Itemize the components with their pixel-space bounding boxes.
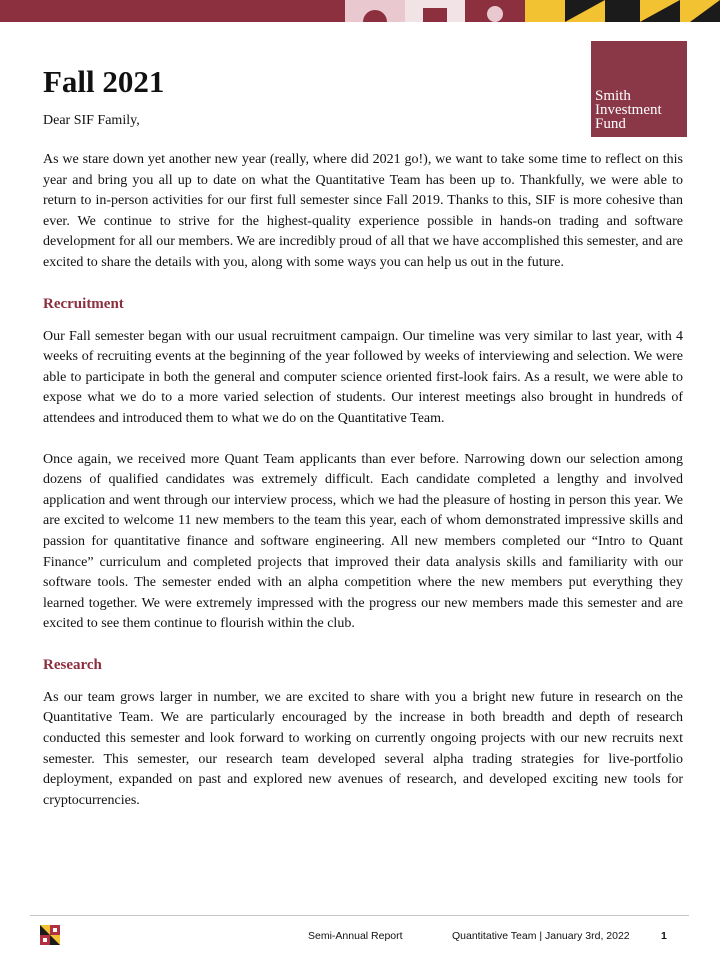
- logo-line-2: Investment: [595, 102, 662, 118]
- research-heading: Research: [43, 656, 102, 673]
- recruitment-paragraph-2: Once again, we received more Quant Team applicants than ever before. Narrowing down our selection among dozens of qualified candidates was extremely difficult. Each candidate completed a lengthy and involved application and went through our interview process, which we had the pleasure of hosting in person this year. We are excited to welcome 11 new members to the team this year, each of whom demonstrated impressive skills and passion for quantitative finance and software engineering. All new members completed our “Intro to Quant Finance” curriculum and completed projects that improved their data analysis skills and familiarity with our software tools. The semester ended with an alpha competition where the new members put everything they learned together. We were extremely impressed with the progress our new members made this semester and are excited to see them continue to flourish within the club.: [43, 451, 683, 632]
- footer-report-label: Semi-Annual Report: [308, 930, 403, 942]
- letter-body: [43, 150, 683, 831]
- maryland-flag-pattern: [345, 0, 720, 22]
- greeting: Dear SIF Family,: [43, 113, 140, 128]
- maryland-flag-icon: [40, 925, 60, 945]
- page-title: Fall 2021: [43, 64, 165, 99]
- page-number: 1: [661, 930, 667, 942]
- smith-investment-fund-logo: [591, 41, 687, 137]
- research-paragraph-1: As our team grows larger in number, we are excited to share with you a bright new future in research on the Quantitative Team. We are particularly encouraged by the increase in both breadth and depth of research conducted this semester and look forward to working on currently ongoing projects with our new recruits next semester. This semester, our research team developed several alpha trading strategies for live-portfolio deployment, expanded on past and explored new avenues of research, and developed exciting new tools for cryptocurrencies.: [43, 689, 683, 808]
- top-banner: [0, 0, 720, 22]
- footer-divider: [30, 915, 689, 916]
- intro-paragraph: As we stare down yet another new year (really, where did 2021 go!), we want to take some time to reflect on this year and bring you all up to date on what the Quantitative Team has been up to. Thankfully, we were able to return to in-person activities for our first full semester since Fall 2019. Thanks to this, SIF is more cohesive than ever. We continue to strive for the highest-quality experience possible in hands-on trading and software development for all our members. We are incredibly proud of all that we have accomplished this semester, and are excited to share the details with you, along with some ways you can help us out in the future.: [43, 152, 683, 270]
- footer-team-date: Quantitative Team | January 3rd, 2022: [452, 930, 630, 942]
- recruitment-heading: Recruitment: [43, 295, 124, 312]
- logo-line-1: Smith: [595, 88, 631, 104]
- recruitment-paragraph-1: Our Fall semester began with our usual recruitment campaign. Our timeline was very similar to last year, with 4 weeks of recruiting events at the beginning of the year followed by weeks of interviewing and selection. We were able to participate in both the general and computer science oriented first-look fairs. As a result, we were able to expose what we do to a more varied selection of students. Our interest meetings also brought in hundreds of attendees and introduced them to what we do on the Quantitative Team.: [43, 328, 683, 426]
- logo-line-3: Fund: [595, 116, 626, 132]
